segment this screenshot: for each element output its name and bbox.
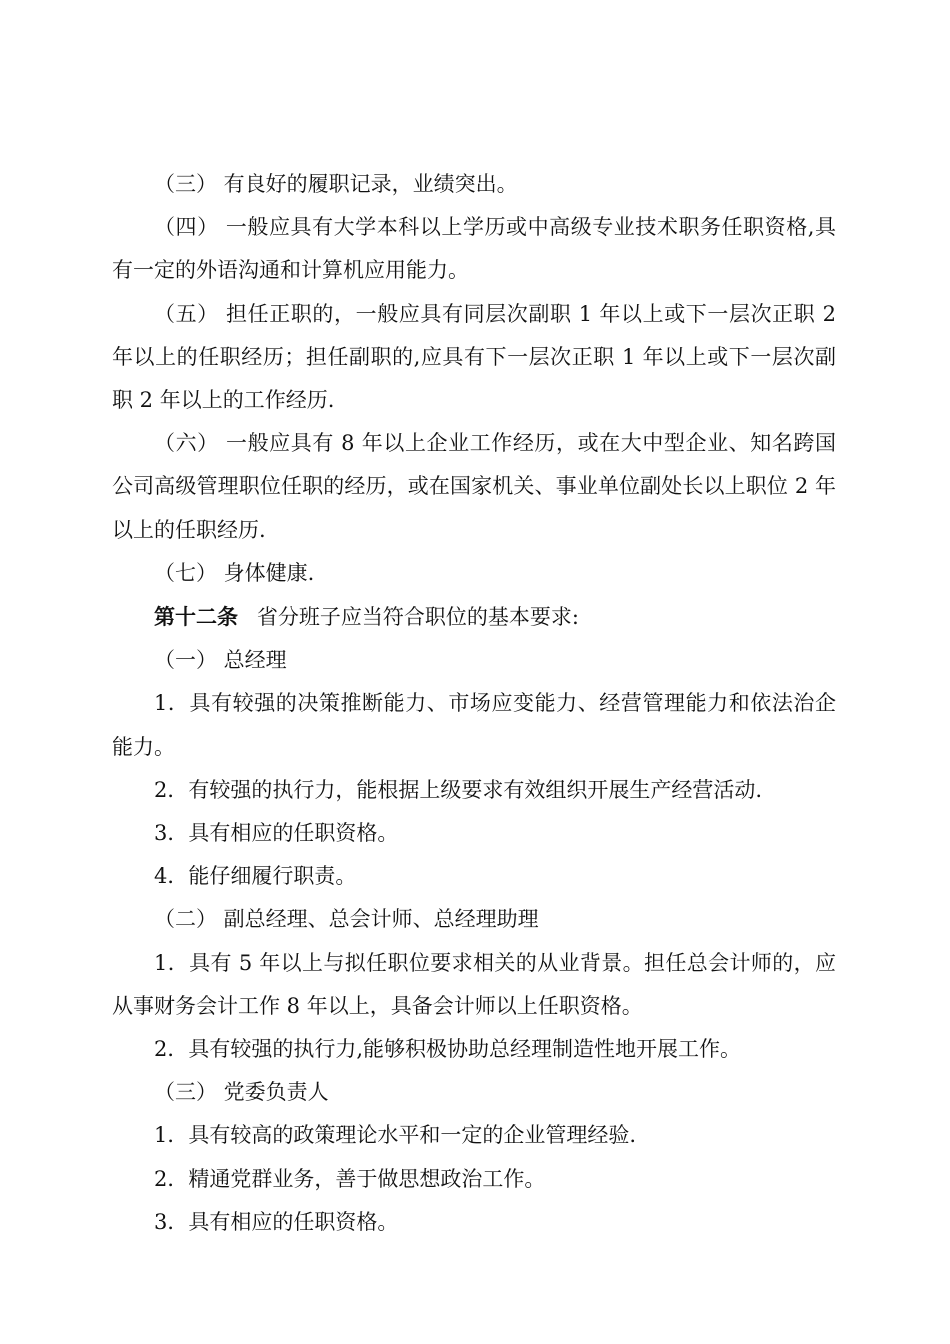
paragraph: （七） 身体健康. — [154, 560, 315, 585]
paragraph: （一） 总经理 — [154, 648, 287, 673]
article-label: 第十二条 — [154, 604, 238, 630]
paragraph: 2．具有较强的执行力,能够积极协助总经理制造性地开展工作。 — [154, 1037, 742, 1062]
paragraph: 4．能仔细履行职责。 — [154, 864, 357, 889]
paragraph: 2．有较强的执行力，能根据上级要求有效组织开展生产经营活动. — [154, 777, 763, 802]
article-text: 省分班子应当符合职位的基本要求: — [256, 605, 579, 630]
paragraph: （五） 担任正职的，一般应具有同层次副职 1 年以上或下一层次正职 2 年以上的任职经历；担任副职的,应具有下一层次正职 1 年以上或下一层次副职 2 年以上的工作经历. — [112, 301, 836, 413]
paragraph: （三） 有良好的履职记录，业绩突出。 — [154, 172, 518, 196]
paragraph: （六） 一般应具有 8 年以上企业工作经历，或在大中型企业、知名跨国公司高级管理职位任职的经历，或在国家机关、事业单位副处长以上职位 2 年以上的任职经历. — [112, 431, 836, 542]
paragraph: 3．具有相应的任职资格。 — [154, 1209, 399, 1234]
paragraph: （二） 副总经理、总会计师、总经理助理 — [154, 907, 539, 932]
paragraph: 1．具有较高的政策理论水平和一定的企业管理经验. — [154, 1123, 637, 1148]
paragraph: 1．具有 5 年以上与拟任职位要求相关的从业背景。担任总会计师的，应从事财务会计工作 8 年以上，具备会计师以上任职资格。 — [112, 950, 836, 1018]
article-paragraph — [112, 595, 836, 639]
paragraph: （三） 党委负责人 — [154, 1080, 329, 1105]
document-body — [112, 163, 836, 1244]
paragraph: 1．具有较强的决策推断能力、市场应变能力、经营管理能力和依法治企能力。 — [112, 691, 836, 759]
paragraph: （四） 一般应具有大学本科以上学历或中高级专业技术职务任职资格,具有一定的外语沟通和计算机应用能力。 — [112, 215, 836, 283]
paragraph: 3．具有相应的任职资格。 — [154, 821, 399, 846]
paragraph: 2．精通党群业务，善于做思想政治工作。 — [154, 1166, 546, 1191]
